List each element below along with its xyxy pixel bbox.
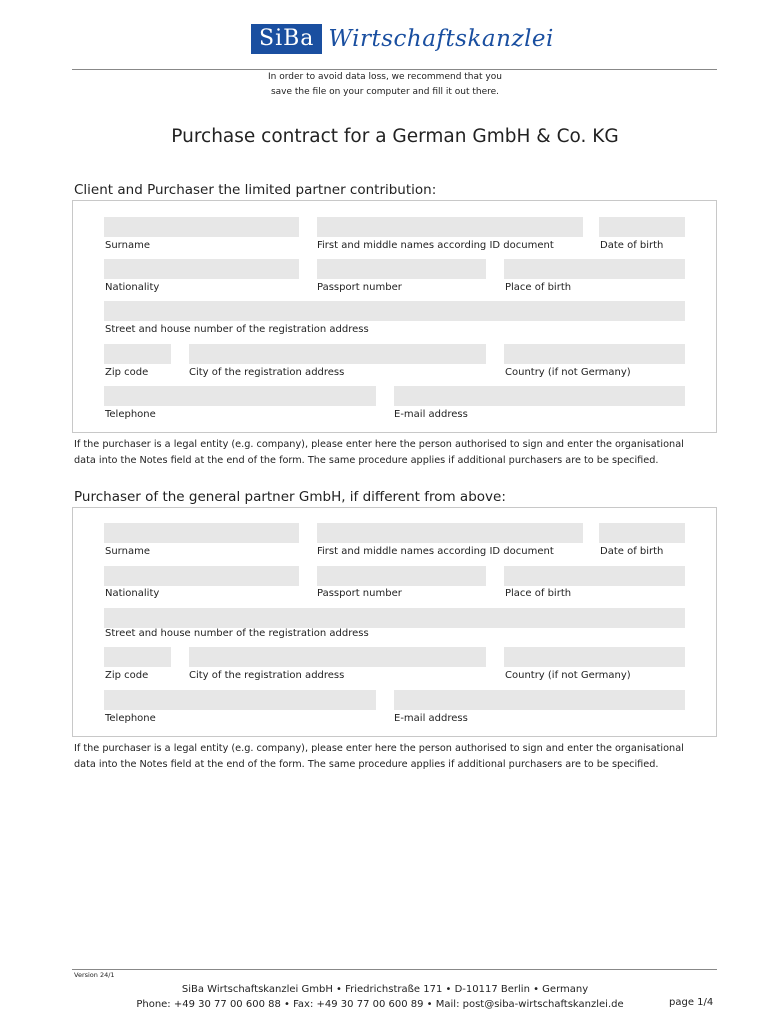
gp-email-input[interactable] (394, 690, 685, 710)
gp-place-of-birth-label: Place of birth (505, 588, 572, 599)
email-input[interactable] (394, 386, 685, 406)
place-of-birth-label: Place of birth (505, 282, 572, 293)
telephone-input[interactable] (104, 386, 376, 406)
first-names-input[interactable] (317, 217, 583, 237)
gp-first-names-input[interactable] (317, 523, 583, 543)
email-label: E-mail address (394, 409, 468, 420)
save-hint (0, 70, 770, 100)
gp-country-label: Country (if not Germany) (505, 670, 631, 681)
gp-surname-input[interactable] (104, 523, 299, 543)
street-address-input[interactable] (104, 301, 685, 321)
save-hint-line-2: save the file on your computer and fill it out there. (270, 87, 500, 97)
gp-passport-number-label: Passport number (317, 588, 402, 599)
surname-label: Surname (105, 240, 150, 251)
footer-address: SiBa Wirtschaftskanzlei GmbH • Friedrichstraße 171 • D-10117 Berlin • Germany (181, 984, 589, 995)
gp-first-names-label: First and middle names according ID document (317, 546, 554, 557)
gp-country-input[interactable] (504, 647, 685, 667)
city-label: City of the registration address (189, 367, 345, 378)
gp-street-address-input[interactable] (104, 608, 685, 628)
nationality-label: Nationality (105, 282, 160, 293)
gp-legal-entity-note-line-1: If the purchaser is a legal entity (e.g. company), please enter here the person authorised to sign and enter the organisational (74, 743, 684, 754)
city-input[interactable] (189, 344, 486, 364)
place-of-birth-input[interactable] (504, 259, 685, 279)
legal-entity-note (74, 437, 724, 469)
surname-input[interactable] (104, 217, 299, 237)
gp-street-address-label: Street and house number of the registration address (105, 628, 369, 639)
gp-city-label: City of the registration address (189, 670, 345, 681)
logo-name: Wirtschaftskanzlei (328, 26, 554, 52)
date-of-birth-input[interactable] (599, 217, 685, 237)
passport-number-label: Passport number (317, 282, 402, 293)
section-heading-general-partner: Purchaser of the general partner GmbH, if different from above: (74, 489, 506, 505)
gp-date-of-birth-label: Date of birth (600, 546, 664, 557)
gp-legal-entity-note (74, 741, 724, 773)
gp-date-of-birth-input[interactable] (599, 523, 685, 543)
passport-number-input[interactable] (317, 259, 486, 279)
country-input[interactable] (504, 344, 685, 364)
page-title: Purchase contract for a German GmbH & Co. KG (171, 126, 619, 147)
gp-nationality-input[interactable] (104, 566, 299, 586)
legal-entity-note-line-1: If the purchaser is a legal entity (e.g. company), please enter here the person authorised to sign and enter the organisational (74, 439, 684, 450)
form-version: Version 24/1 (74, 971, 115, 979)
gp-email-label: E-mail address (394, 713, 468, 724)
page-number: page 1/4 (669, 997, 714, 1008)
first-names-label: First and middle names according ID document (317, 240, 554, 251)
zip-code-input[interactable] (104, 344, 171, 364)
gp-passport-number-input[interactable] (317, 566, 486, 586)
gp-telephone-label: Telephone (105, 713, 156, 724)
gp-telephone-input[interactable] (104, 690, 376, 710)
date-of-birth-label: Date of birth (600, 240, 664, 251)
section-heading-limited-partner: Client and Purchaser the limited partner contribution: (74, 182, 437, 198)
footer-divider (72, 969, 717, 970)
street-address-label: Street and house number of the registration address (105, 324, 369, 335)
gp-legal-entity-note-line-2: data into the Notes field at the end of the form. The same procedure applies if additional purchasers are to be specified. (74, 759, 659, 770)
nationality-input[interactable] (104, 259, 299, 279)
telephone-label: Telephone (105, 409, 156, 420)
gp-surname-label: Surname (105, 546, 150, 557)
gp-zip-code-input[interactable] (104, 647, 171, 667)
gp-nationality-label: Nationality (105, 588, 160, 599)
gp-place-of-birth-input[interactable] (504, 566, 685, 586)
gp-zip-code-label: Zip code (105, 670, 149, 681)
country-label: Country (if not Germany) (505, 367, 631, 378)
legal-entity-note-line-2: data into the Notes field at the end of the form. The same procedure applies if additional purchasers are to be specified. (74, 455, 659, 466)
company-logo (251, 24, 554, 54)
save-hint-line-1: In order to avoid data loss, we recommend that you (268, 72, 502, 82)
logo-brand: SiBa (251, 24, 322, 54)
gp-city-input[interactable] (189, 647, 486, 667)
zip-code-label: Zip code (105, 367, 149, 378)
footer-contact: Phone: +49 30 77 00 600 88 • Fax: +49 30 77 00 600 89 • Mail: post@siba-wirtschaftskanzlei.de (136, 999, 624, 1010)
